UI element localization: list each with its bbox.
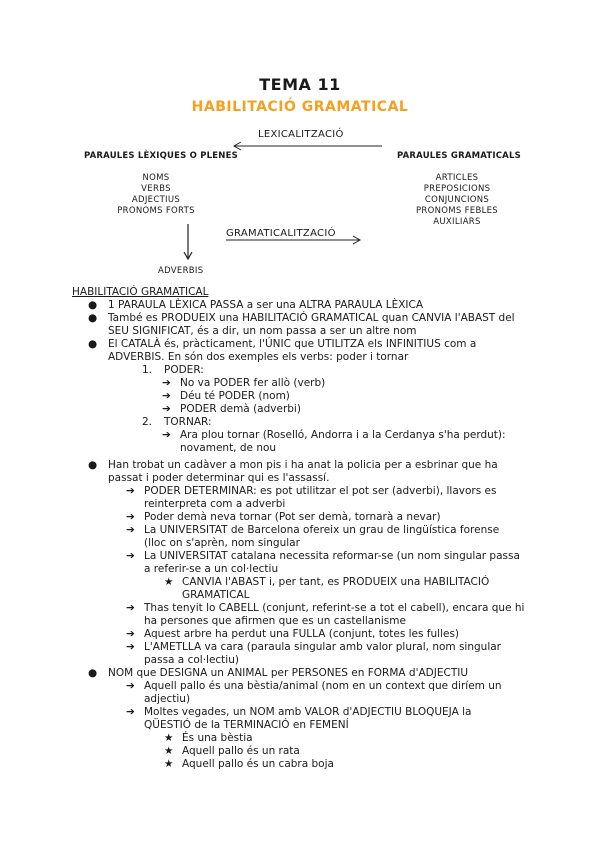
list-item: NOMS xyxy=(142,173,170,183)
arrow-icon: ➔ xyxy=(126,485,135,497)
arrow-icon: ➔ xyxy=(126,680,135,692)
list-item: ARTICLES xyxy=(435,173,479,183)
list-item: ➔ No va PODER fer allò (verb) xyxy=(162,377,326,389)
bullet-icon: ● xyxy=(88,338,98,350)
bullet-icon: ● xyxy=(88,459,98,471)
diagram-arrows xyxy=(0,0,600,290)
list-item: ➔ Déu té PODER (nom) xyxy=(162,390,290,402)
list-item: ➔ L'AMETLLA va cara (paraula singular amb valor plural, nom singular passa a col·lectiu) xyxy=(126,641,501,666)
list-item: AUXILIARS xyxy=(433,217,481,227)
list-item: ★ Aquell pallo és un cabra boja xyxy=(164,758,334,770)
arrow-icon: ➔ xyxy=(126,628,135,640)
page-subtitle: HABILITACIÓ GRAMATICAL xyxy=(191,99,409,115)
list-item: ● 1 PARAULA LÈXICA PASSA a ser una ALTRA PARAULA LÈXICA xyxy=(88,299,424,311)
arrow-icon: ➔ xyxy=(126,706,135,718)
list-item: ➔ Ara plou tornar (Roselló, Andorra i a la Cerdanya s'ha perdut): novament, de nou xyxy=(162,429,506,454)
arrow-icon: ➔ xyxy=(162,377,171,389)
star-icon: ★ xyxy=(164,758,174,770)
lexicalization-arrow xyxy=(234,142,382,150)
list-item: ● NOM que DESIGNA un ANIMAL per PERSONES en FORMA d'ADJECTIU xyxy=(88,667,469,679)
list-item: ➔ La UNIVERSITAT de Barcelona ofereix un grau de lingüística forense (lloc on s'aprèn, nom singular xyxy=(126,524,500,549)
list-item: ➔ Poder demà neva tornar (Pot ser demà, tornarà a nevar) xyxy=(126,511,441,523)
list-item: VERBS xyxy=(141,184,171,194)
list-item: ★ CANVIA l'ABAST i, per tant, es PRODUEIX una HABILITACIÓ GRAMATICAL xyxy=(164,576,490,601)
list-item: ➔ PODER DETERMINAR: es pot utilitzar el pot ser (adverbi), llavors es reinterpreta com a adverbi xyxy=(126,485,497,510)
list-item: ➔ Aquell pallo és una bèstia/animal (nom en un context que diríem un adjectiu) xyxy=(126,680,502,705)
list-item: ● El CATALÀ és, pràcticament, l'ÚNIC que UTILITZA els INFINITIUS com a ADVERBIS. En són dos exemples els verbs: poder i tornar xyxy=(88,338,477,363)
gramaticalization-label: GRAMATICALITZACIÓ xyxy=(226,228,336,239)
section-heading: HABILITACIÓ GRAMATICAL xyxy=(72,286,209,298)
list-item: 1. PODER: xyxy=(142,364,204,376)
lexicalization-label: LEXICALITZACIÓ xyxy=(258,129,344,140)
bullet-icon: ● xyxy=(88,299,98,311)
list-item: ★ Aquell pallo és un rata xyxy=(164,745,300,757)
arrow-icon: ➔ xyxy=(126,524,135,536)
list-item: PRONOMS FORTS xyxy=(117,206,195,216)
right-heading: PARAULES GRAMATICALS xyxy=(397,151,521,161)
list-item: CONJUNCIONS xyxy=(424,195,490,205)
arrow-icon: ➔ xyxy=(162,390,171,402)
adverbis-label: ADVERBIS xyxy=(158,266,204,276)
arrow-icon: ➔ xyxy=(126,550,135,562)
list-item: ➔ Moltes vegades, un NOM amb VALOR d'ADJECTIU BLOQUEJA la QÜESTIÓ de la TERMINACIÓ en FEMENÍ xyxy=(126,706,472,731)
list-item: PREPOSICIONS xyxy=(423,184,491,194)
list-item: ● Han trobat un cadàver a mon pis i ha anat la policia per a esbrinar que ha passat i poder determinar qui es l'assassí. xyxy=(88,459,498,484)
list-item: PRONOMS FEBLES xyxy=(416,206,498,216)
list-item: ➔ PODER demà (adverbi) xyxy=(162,403,301,415)
grammatical-word-list xyxy=(407,173,507,228)
arrow-icon: ➔ xyxy=(126,602,135,614)
arrow-icon: ➔ xyxy=(126,641,135,653)
bullet-icon: ● xyxy=(88,667,98,679)
list-item: ● També es PRODUEIX una HABILITACIÓ GRAMATICAL quan CANVIA l'ABAST del SEU SIGNIFICAT, és a dir, un nom passa a ser un altre nom xyxy=(88,312,515,337)
arrow-icon: ➔ xyxy=(126,511,135,523)
star-icon: ★ xyxy=(164,732,174,744)
list-item: ➔ La UNIVERSITAT catalana necessita reformar-se (un nom singular passa a referir-se a un col·lectiu xyxy=(126,550,520,575)
bullet-icon: ● xyxy=(88,312,98,324)
section-body xyxy=(72,286,552,771)
star-icon: ★ xyxy=(164,745,174,757)
arrow-icon: ➔ xyxy=(162,429,171,441)
arrow-icon: ➔ xyxy=(162,403,171,415)
lexical-word-list xyxy=(116,173,196,217)
list-item: 2. TORNAR: xyxy=(142,416,212,428)
list-item: ADJECTIUS xyxy=(131,195,181,205)
number-marker: 1. xyxy=(142,364,153,376)
page-title: TEMA 11 xyxy=(259,75,341,94)
left-heading: PARAULES LÈXIQUES O PLENES xyxy=(84,151,238,161)
list-item: ➔ Thas tenyit lo CABELL (conjunt, referint-se a tot el cabell), encara que hi ha persones que afirmen que es un castellanisme xyxy=(126,602,525,627)
star-icon: ★ xyxy=(164,576,174,588)
list-item: ★ És una bèstia xyxy=(164,732,253,744)
list-item: ➔ Aquest arbre ha perdut una FULLA (conjunt, totes les fulles) xyxy=(126,628,460,640)
number-marker: 2. xyxy=(142,416,153,428)
adverbis-arrow xyxy=(184,224,192,259)
